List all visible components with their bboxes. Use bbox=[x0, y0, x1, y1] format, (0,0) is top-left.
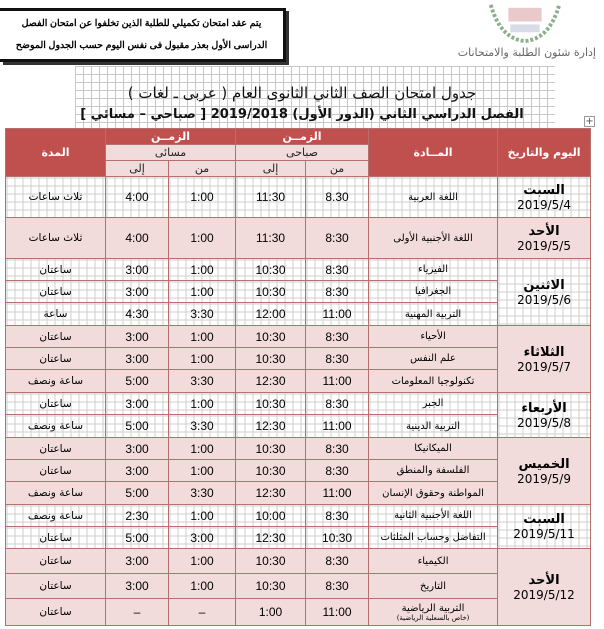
subject-name: التربية الدينية bbox=[406, 420, 461, 432]
evening-to-time: 4:30 bbox=[106, 303, 169, 326]
morning-from-time: 8:30 bbox=[306, 438, 369, 460]
subject-name: اللغة الأجنبية الأولى bbox=[393, 232, 473, 244]
subject-name: اللغة العربية bbox=[408, 191, 458, 203]
subject-name: التفاضل وحساب المثلثات bbox=[380, 532, 486, 543]
evening-from-time: 3:30 bbox=[169, 303, 236, 326]
subject-name: علم النفس bbox=[410, 353, 456, 364]
morning-from-time: 8:30 bbox=[306, 326, 369, 348]
evening-to-time: 3:00 bbox=[106, 438, 169, 460]
evening-from-time: 3:00 bbox=[169, 527, 236, 549]
morning-to-time: 12:30 bbox=[236, 482, 306, 505]
evening-from-time: 1:00 bbox=[169, 460, 236, 482]
exam-date: 2019/5/9 bbox=[517, 471, 571, 486]
evening-to-time: 3:00 bbox=[106, 326, 169, 348]
day-name: السبت bbox=[523, 182, 565, 198]
subject-name: الكيمياء bbox=[417, 555, 449, 567]
subject-name: التاريخ bbox=[420, 580, 447, 592]
duration-cell: ساعة ونصف bbox=[6, 482, 106, 505]
duration-cell: ساعتان bbox=[6, 393, 106, 415]
evening-to-time: 4:00 bbox=[106, 218, 169, 259]
morning-from-time: 8:30 bbox=[306, 549, 369, 574]
header-morning-from: من bbox=[306, 161, 369, 177]
day-cell bbox=[498, 177, 591, 218]
subject-cell bbox=[369, 348, 498, 370]
header-evening-from: من bbox=[169, 161, 236, 177]
duration-cell: ساعة bbox=[6, 303, 106, 326]
morning-from-time: 8:30 bbox=[306, 348, 369, 370]
evening-from-time: 1:00 bbox=[169, 281, 236, 303]
duration-cell: ساعتان bbox=[6, 599, 106, 626]
exam-date: 2019/5/5 bbox=[517, 238, 571, 253]
subject-cell bbox=[369, 505, 498, 527]
duration-cell: ساعتان bbox=[6, 438, 106, 460]
morning-to-time: 12:30 bbox=[236, 370, 306, 393]
exam-row bbox=[6, 438, 591, 460]
morning-to-time: 10:30 bbox=[236, 281, 306, 303]
duration-cell: ساعتان bbox=[6, 281, 106, 303]
duration-cell: ثلاث ساعات bbox=[6, 218, 106, 259]
morning-to-time: 10:30 bbox=[236, 460, 306, 482]
morning-from-time: 11:00 bbox=[306, 303, 369, 326]
morning-to-time: 12:30 bbox=[236, 527, 306, 549]
subject-name: الأحياء bbox=[420, 331, 446, 342]
morning-from-time: 8:30 bbox=[306, 393, 369, 415]
morning-from-time: 8.30 bbox=[306, 177, 369, 218]
exam-date: 2019/5/8 bbox=[517, 415, 571, 430]
subject-name: الجغرافيا bbox=[414, 286, 452, 297]
duration-cell: ساعتان bbox=[6, 348, 106, 370]
subject-name: تكنولوجيا المعلومات bbox=[391, 375, 475, 387]
subject-name: التربية الرياضية bbox=[401, 602, 465, 614]
day-cell bbox=[498, 393, 591, 438]
header-duration: المدة bbox=[6, 129, 106, 177]
day-name: الخميس bbox=[518, 456, 570, 472]
exam-row bbox=[6, 177, 591, 218]
header-time-morning: الزمــن bbox=[236, 129, 369, 145]
subject-cell bbox=[369, 574, 498, 599]
exam-date: 2019/5/12 bbox=[513, 587, 575, 602]
evening-from-time: 1:00 bbox=[169, 505, 236, 527]
subject-cell bbox=[369, 482, 498, 505]
notice-box bbox=[0, 8, 286, 62]
evening-to-time: 5:00 bbox=[106, 370, 169, 393]
subject-cell bbox=[369, 415, 498, 438]
subject-cell bbox=[369, 303, 498, 326]
subject-cell bbox=[369, 460, 498, 482]
table-move-handle-icon[interactable]: + bbox=[585, 116, 594, 127]
day-name: الأحد bbox=[528, 572, 560, 588]
day-name: السبت bbox=[523, 512, 565, 527]
day-cell bbox=[498, 326, 591, 393]
morning-to-time: 10:30 bbox=[236, 348, 306, 370]
morning-from-time: 11:00 bbox=[306, 415, 369, 438]
morning-from-time: 8:30 bbox=[306, 281, 369, 303]
morning-from-time: 8:30 bbox=[306, 505, 369, 527]
morning-from-time: 8:30 bbox=[306, 460, 369, 482]
page-title: جدول امتحان الصف الثاني الثانوى العام ( عربى ـ لغات ) bbox=[127, 84, 477, 102]
exam-date: 2019/5/7 bbox=[517, 359, 571, 374]
exam-row bbox=[6, 549, 591, 574]
subject-cell bbox=[369, 218, 498, 259]
evening-to-time: 3:00 bbox=[106, 281, 169, 303]
subject-cell bbox=[369, 527, 498, 549]
evening-to-time: 3:00 bbox=[106, 460, 169, 482]
morning-from-time: 11:00 bbox=[306, 599, 369, 626]
header-morning: صباحى bbox=[236, 145, 369, 161]
day-name: الأربعاء bbox=[521, 400, 567, 416]
subject-cell bbox=[369, 370, 498, 393]
evening-from-time: 3:30 bbox=[169, 482, 236, 505]
evening-from-time: 1:00 bbox=[169, 549, 236, 574]
evening-to-time: 2:30 bbox=[106, 505, 169, 527]
subject-note: (خاص بالسعلية الرياضية) bbox=[396, 613, 470, 622]
morning-to-time: 10:30 bbox=[236, 259, 306, 281]
evening-to-time: 3:00 bbox=[106, 348, 169, 370]
evening-from-time: 3:30 bbox=[169, 370, 236, 393]
evening-to-time: 3:00 bbox=[106, 259, 169, 281]
morning-from-time: 8:30 bbox=[306, 218, 369, 259]
subject-name: الميكانيكا bbox=[414, 443, 452, 454]
duration-cell: ساعة ونصف bbox=[6, 370, 106, 393]
header-evening: مسائى bbox=[106, 145, 236, 161]
morning-to-time: 10:00 bbox=[236, 505, 306, 527]
morning-from-time: 8:30 bbox=[306, 574, 369, 599]
evening-from-time: 1:00 bbox=[169, 218, 236, 259]
subject-cell bbox=[369, 438, 498, 460]
subject-name: التربية المهنية bbox=[404, 308, 462, 320]
header-evening-to: إلى bbox=[106, 161, 169, 177]
evening-from-time: 1:00 bbox=[169, 574, 236, 599]
evening-from-time: 1:00 bbox=[169, 326, 236, 348]
subject-name: الجبر bbox=[422, 398, 444, 409]
day-name: الثلاثاء bbox=[523, 344, 565, 360]
evening-from-time: 3:30 bbox=[169, 415, 236, 438]
duration-cell: ساعة ونصف bbox=[6, 415, 106, 438]
morning-to-time: 10:30 bbox=[236, 574, 306, 599]
day-cell bbox=[498, 505, 591, 549]
morning-from-time: 11:00 bbox=[306, 482, 369, 505]
subject-cell bbox=[369, 393, 498, 415]
subject-name: الفيزياء bbox=[418, 264, 448, 275]
subject-name: المواطنة وحقوق الإنسان bbox=[382, 487, 484, 499]
ministry-logo-icon bbox=[480, 0, 570, 44]
morning-to-time: 10:30 bbox=[236, 438, 306, 460]
exam-date: 2019/5/4 bbox=[517, 197, 571, 212]
morning-to-time: 1:00 bbox=[236, 599, 306, 626]
morning-from-time: 8:30 bbox=[306, 259, 369, 281]
evening-from-time: 1:00 bbox=[169, 177, 236, 218]
subject-name: الفلسفة والمنطق bbox=[396, 465, 470, 476]
morning-to-time: 12:00 bbox=[236, 303, 306, 326]
day-name: الأحد bbox=[528, 223, 560, 239]
duration-cell: ساعة ونصف bbox=[6, 505, 106, 527]
notice-line-1: يتم عقد امتحان تكميلي للطلبة الذين تخلفوا عن امتحان الفصل bbox=[21, 18, 262, 29]
morning-to-time: 10:30 bbox=[236, 393, 306, 415]
evening-to-time: 5:00 bbox=[106, 482, 169, 505]
evening-to-time: 3:00 bbox=[106, 574, 169, 599]
exam-date: 2019/5/6 bbox=[517, 292, 571, 307]
exam-schedule-table bbox=[5, 128, 591, 626]
evening-to-time: 5:00 bbox=[106, 527, 169, 549]
morning-from-time: 10:30 bbox=[306, 527, 369, 549]
evening-from-time: – bbox=[169, 599, 236, 626]
evening-to-time: – bbox=[106, 599, 169, 626]
duration-cell: ساعتان bbox=[6, 259, 106, 281]
subject-cell bbox=[369, 259, 498, 281]
morning-to-time: 11:30 bbox=[236, 218, 306, 259]
header-time-evening: الزمــن bbox=[106, 129, 236, 145]
exam-row bbox=[6, 393, 591, 415]
subject-cell bbox=[369, 599, 498, 626]
morning-from-time: 11:00 bbox=[306, 370, 369, 393]
duration-cell: ساعتان bbox=[6, 574, 106, 599]
subject-name: اللغة الأجنبية الثانية bbox=[394, 510, 472, 521]
morning-to-time: 10:30 bbox=[236, 549, 306, 574]
duration-cell: ساعتان bbox=[6, 460, 106, 482]
duration-cell: ساعتان bbox=[6, 326, 106, 348]
evening-from-time: 1:00 bbox=[169, 259, 236, 281]
evening-from-time: 1:00 bbox=[169, 438, 236, 460]
exam-row bbox=[6, 326, 591, 348]
evening-to-time: 3:00 bbox=[106, 393, 169, 415]
day-cell bbox=[498, 218, 591, 259]
subject-cell bbox=[369, 177, 498, 218]
exam-date: 2019/5/11 bbox=[513, 527, 575, 541]
day-cell bbox=[498, 259, 591, 326]
evening-to-time: 5:00 bbox=[106, 415, 169, 438]
morning-to-time: 11:30 bbox=[236, 177, 306, 218]
day-cell bbox=[498, 549, 591, 626]
duration-cell: ساعتان bbox=[6, 549, 106, 574]
day-cell bbox=[498, 438, 591, 505]
notice-line-2: الدراسى الأول بعذر مقبول فى نفس اليوم حسب الجدول الموضح bbox=[15, 40, 268, 51]
exam-row bbox=[6, 259, 591, 281]
duration-cell: ساعتان bbox=[6, 527, 106, 549]
day-name: الاثنين bbox=[523, 277, 565, 293]
exam-row bbox=[6, 218, 591, 259]
department-name: إدارة شئون الطلبة والامتحانات bbox=[457, 46, 596, 59]
subject-cell bbox=[369, 281, 498, 303]
duration-cell: ثلاث ساعات bbox=[6, 177, 106, 218]
morning-to-time: 12:30 bbox=[236, 415, 306, 438]
evening-to-time: 3:00 bbox=[106, 549, 169, 574]
page-subtitle: الفصل الدراسي الثاني (الدور الأول) 2019/2018 [ صباحي – مسائي ] bbox=[80, 107, 524, 122]
header-subject: المــادة bbox=[369, 129, 498, 177]
header-morning-to: إلى bbox=[236, 161, 306, 177]
evening-from-time: 1:00 bbox=[169, 393, 236, 415]
morning-to-time: 10:30 bbox=[236, 326, 306, 348]
evening-from-time: 1:00 bbox=[169, 348, 236, 370]
subject-cell bbox=[369, 326, 498, 348]
header-day: اليوم والتاريخ bbox=[498, 129, 591, 177]
exam-row bbox=[6, 505, 591, 527]
subject-cell bbox=[369, 549, 498, 574]
evening-to-time: 4:00 bbox=[106, 177, 169, 218]
